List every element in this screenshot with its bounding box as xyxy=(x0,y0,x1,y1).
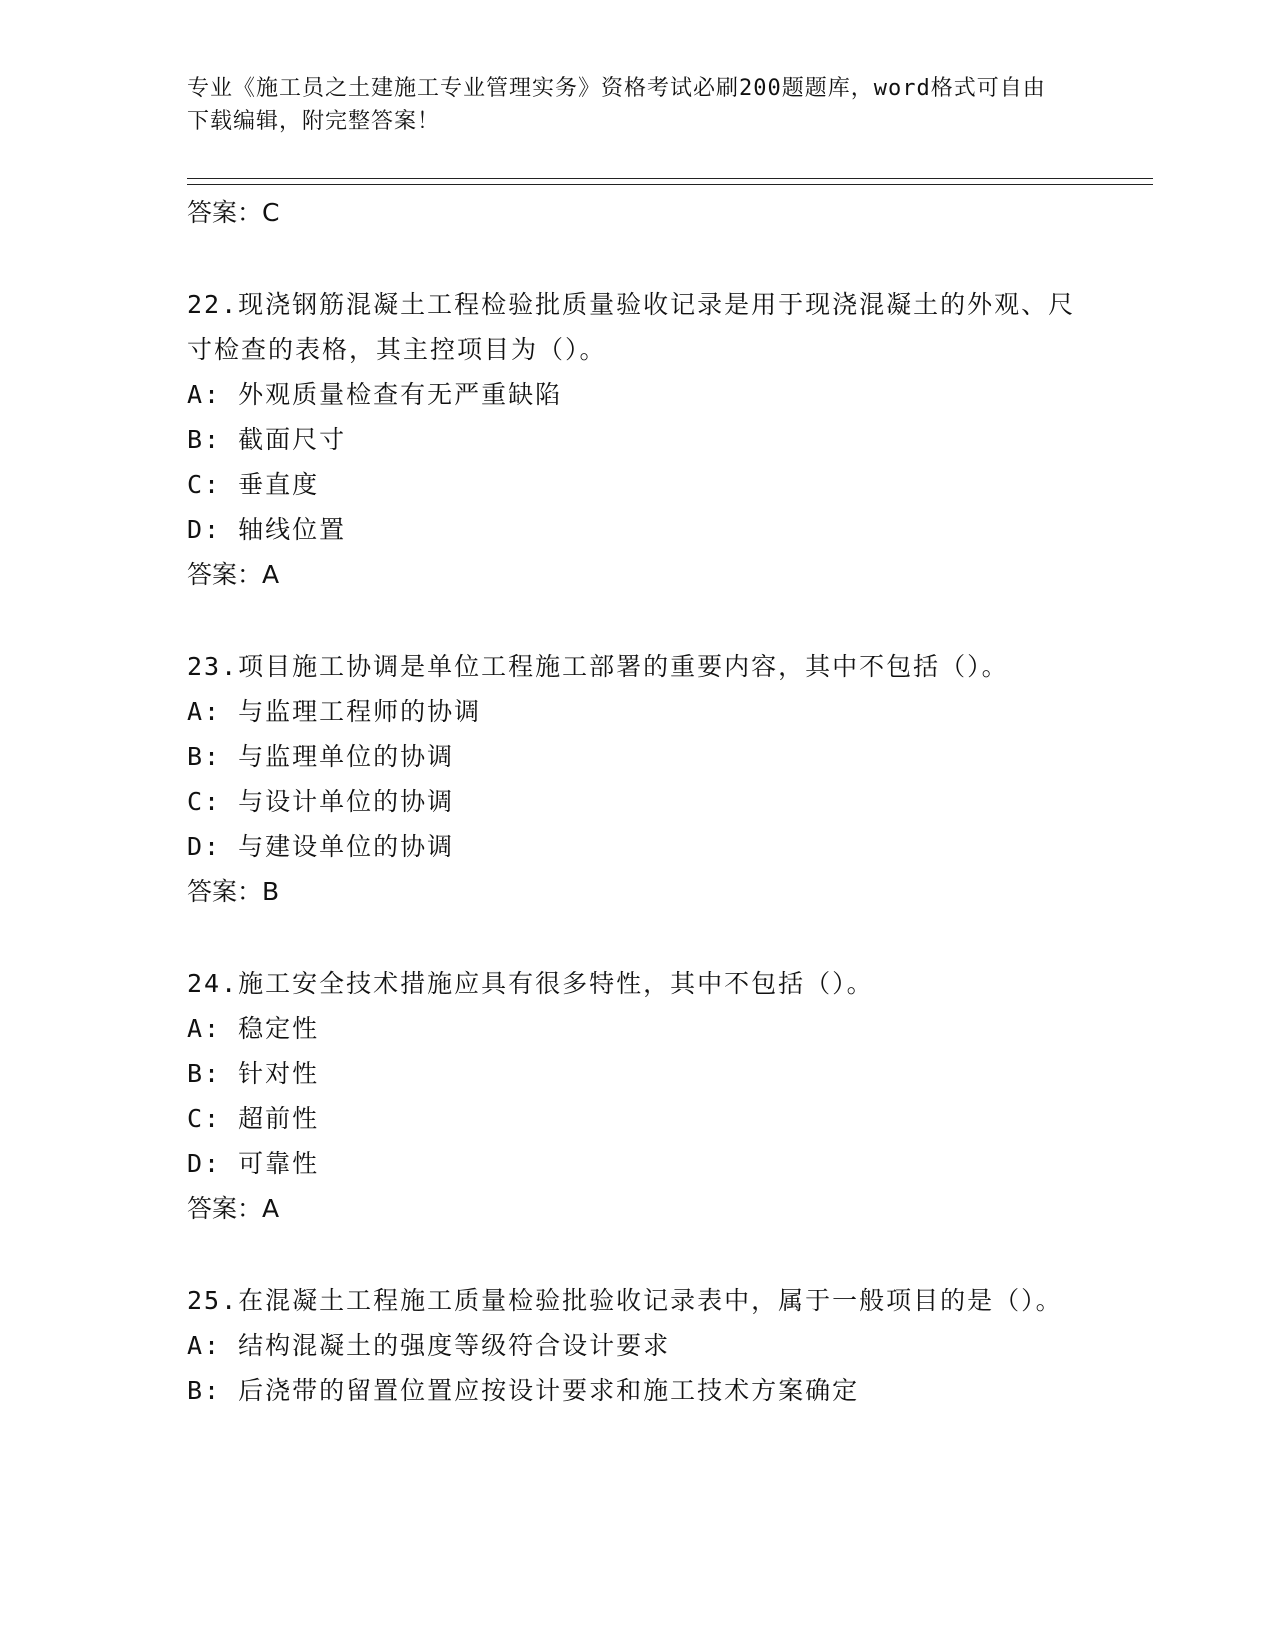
option-a: A: 外观质量检查有无严重缺陷 xyxy=(187,380,563,409)
question-text: 23.项目施工协调是单位工程施工部署的重要内容，其中不包括（）。 xyxy=(187,652,1009,681)
answer-line: 答案：C xyxy=(187,198,280,227)
answer-line: 答案：A xyxy=(187,560,280,589)
option-d: D: 轴线位置 xyxy=(187,515,347,544)
option-b: B: 针对性 xyxy=(187,1059,320,1088)
option-a: A: 稳定性 xyxy=(187,1014,320,1043)
question-text: 25.在混凝土工程施工质量检验批验收记录表中，属于一般项目的是（）。 xyxy=(187,1286,1063,1315)
question-block xyxy=(187,282,1087,598)
header-divider-top xyxy=(187,178,1153,179)
option-c: C: 超前性 xyxy=(187,1104,320,1133)
option-c: C: 垂直度 xyxy=(187,470,320,499)
option-b: B: 与监理单位的协调 xyxy=(187,742,455,771)
answer-line: 答案：B xyxy=(187,877,280,906)
option-b: B: 截面尺寸 xyxy=(187,425,347,454)
question-block xyxy=(187,1278,1087,1413)
option-b: B: 后浇带的留置位置应按设计要求和施工技术方案确定 xyxy=(187,1376,860,1405)
question-block xyxy=(187,644,1087,915)
option-d: D: 与建设单位的协调 xyxy=(187,832,455,861)
page-header: 专业《施工员之土建施工专业管理实务》资格考试必刷200题题库，word格式可自由下载编辑，附完整答案！ xyxy=(187,76,1046,134)
question-text: 24.施工安全技术措施应具有很多特性，其中不包括（）。 xyxy=(187,969,874,998)
option-a: A: 结构混凝土的强度等级符合设计要求 xyxy=(187,1331,671,1360)
question-text: 22.现浇钢筋混凝土工程检验批质量验收记录是用于现浇混凝土的外观、尺寸检查的表格，其主控项目为（）。 xyxy=(187,290,1076,364)
option-c: C: 与设计单位的协调 xyxy=(187,787,455,816)
answer-line: 答案：A xyxy=(187,1194,280,1223)
option-a: A: 与监理工程师的协调 xyxy=(187,697,482,726)
question-list xyxy=(187,190,1087,1413)
option-d: D: 可靠性 xyxy=(187,1149,320,1178)
header-divider-bottom xyxy=(187,184,1153,185)
question-block xyxy=(187,961,1087,1232)
